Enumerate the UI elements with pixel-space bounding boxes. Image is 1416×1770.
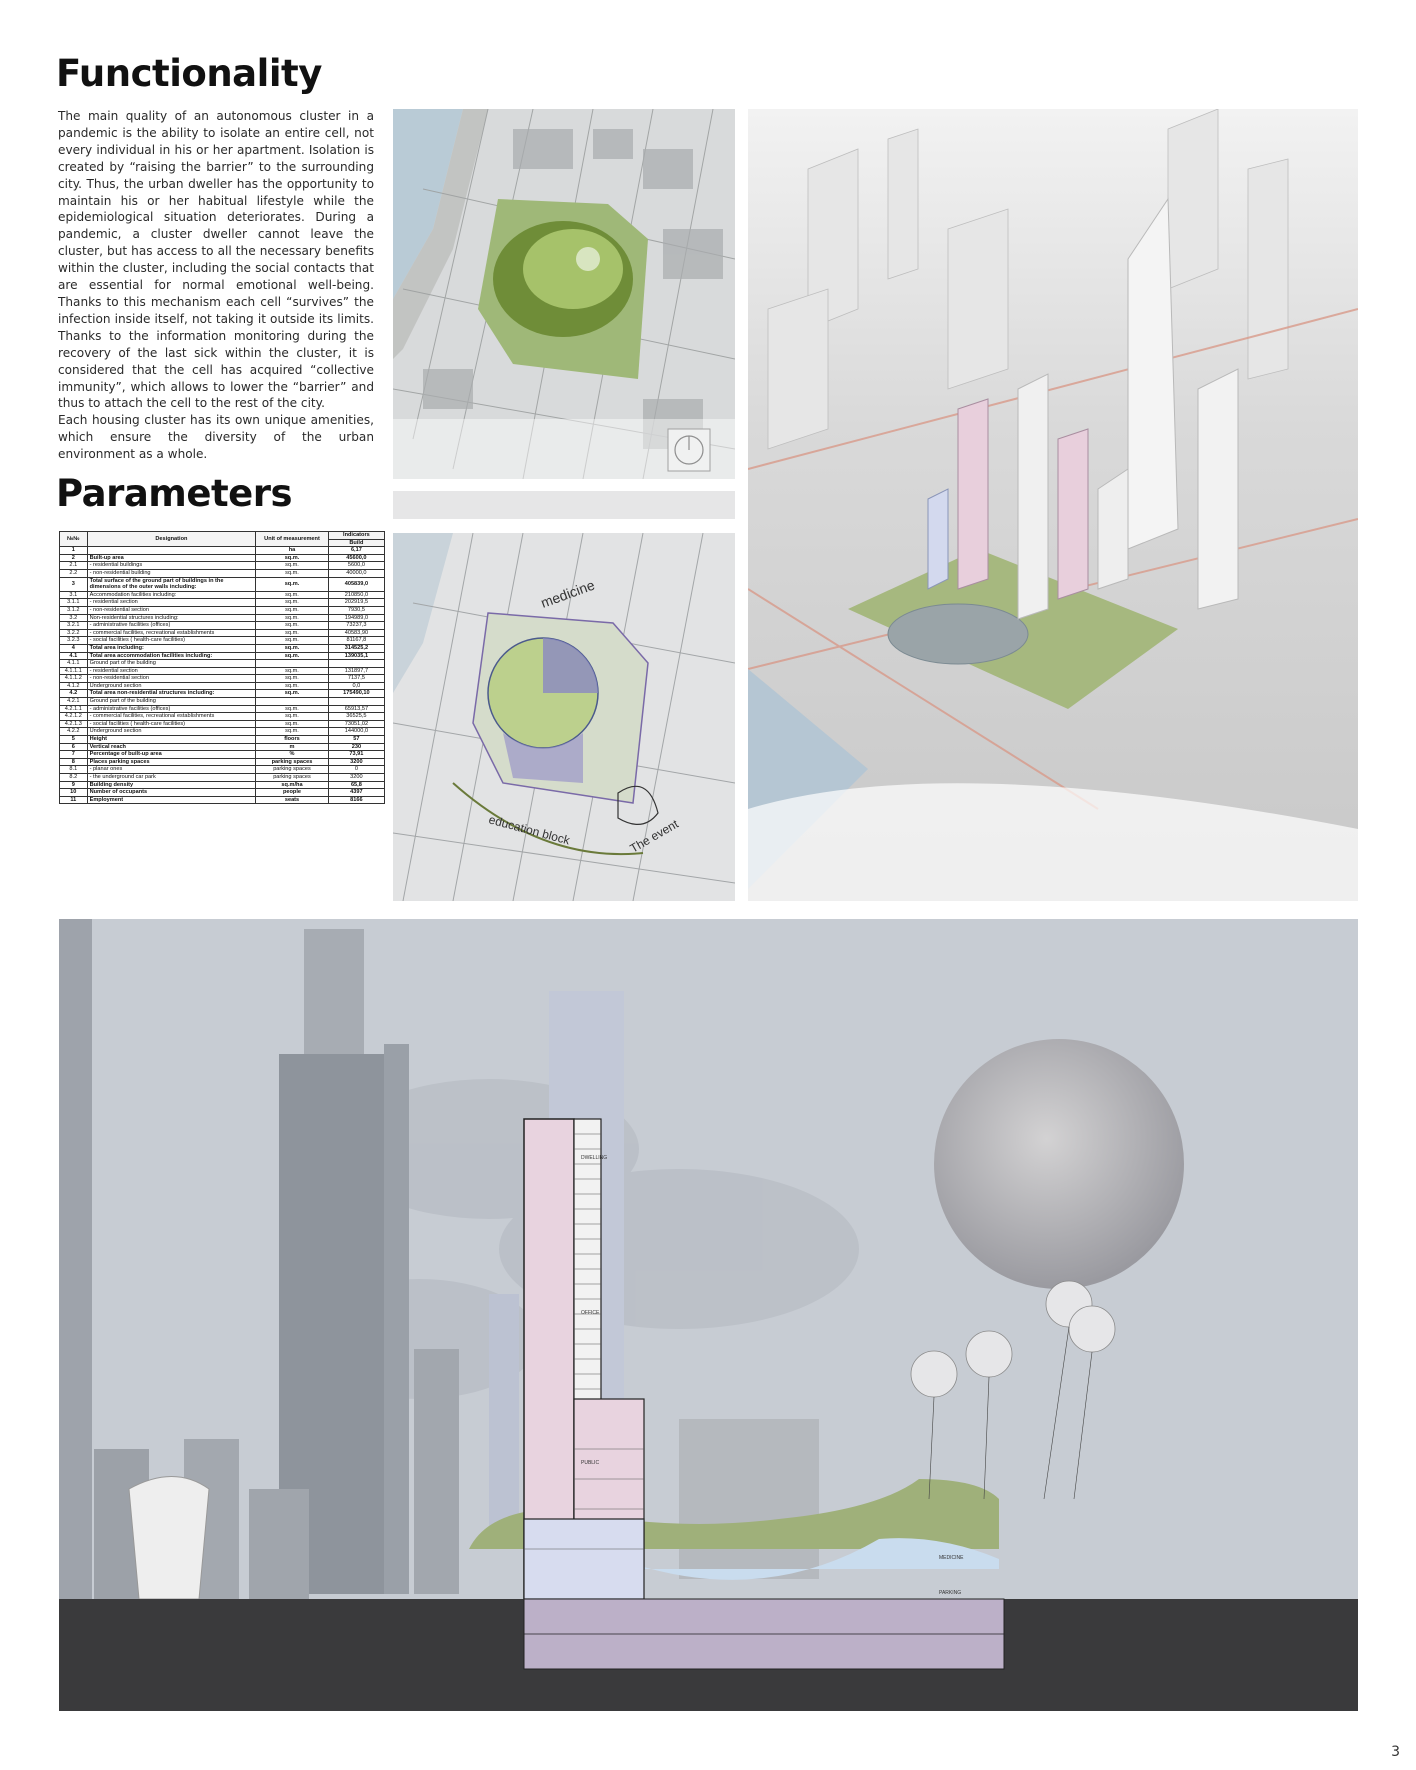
table-cell-unit: sq.m. — [256, 569, 329, 577]
table-cell-value: 230 — [328, 743, 384, 751]
table-cell-designation: - non-residential section — [87, 606, 256, 614]
table-cell-value: 65,8 — [328, 781, 384, 789]
table-cell-designation: Underground section — [87, 682, 256, 690]
table-row — [60, 599, 385, 607]
table-cell-unit: sq.m. — [256, 591, 329, 599]
table-row — [60, 554, 385, 562]
table-row — [60, 622, 385, 630]
table-cell-value: 36525,5 — [328, 713, 384, 721]
table-cell-value: 7137,5 — [328, 675, 384, 683]
table-cell-value: 57 — [328, 736, 384, 744]
table-cell-no: 8 — [60, 758, 88, 766]
table-cell-unit: seats — [256, 796, 329, 804]
table-cell-designation: - planar ones — [87, 766, 256, 774]
table-row — [60, 629, 385, 637]
table-cell-designation: - non-residential section — [87, 675, 256, 683]
table-cell-value: 7930,5 — [328, 606, 384, 614]
table-cell-value: 5600,0 — [328, 562, 384, 570]
table-row — [60, 713, 385, 721]
table-cell-unit: sq.m. — [256, 675, 329, 683]
col-header-build: Build — [328, 539, 384, 547]
sketch-plan-image — [393, 533, 735, 901]
table-cell-no: 6 — [60, 743, 88, 751]
table-row — [60, 577, 385, 591]
table-cell-no: 4.2.1.1 — [60, 705, 88, 713]
table-cell-no: 4 — [60, 644, 88, 652]
table-cell-designation: Total surface of the ground part of buildings in the dimensions of the outer walls including: — [87, 577, 256, 591]
table-cell-no: 3.1 — [60, 591, 88, 599]
col-header-indicators: Indicators — [328, 532, 384, 540]
section-label-parking: PARKING — [939, 1590, 962, 1596]
table-cell-unit: sq.m. — [256, 622, 329, 630]
table-row — [60, 637, 385, 645]
table-row — [60, 774, 385, 782]
table-cell-unit: sq.m. — [256, 690, 329, 698]
table-cell-designation: Building density — [87, 781, 256, 789]
col-header-unit: Unit of measurement — [256, 532, 329, 547]
table-cell-value: 3200 — [328, 758, 384, 766]
table-cell-no: 3.2.2 — [60, 629, 88, 637]
table-cell-designation: - residential buildings — [87, 562, 256, 570]
table-cell-unit — [256, 660, 329, 668]
table-row — [60, 660, 385, 668]
table-cell-unit: parking spaces — [256, 766, 329, 774]
table-row — [60, 644, 385, 652]
table-cell-designation: Places parking spaces — [87, 758, 256, 766]
table-cell-no: 2.2 — [60, 569, 88, 577]
table-cell-designation: Total area accommodation facilities including: — [87, 652, 256, 660]
section-label-office: OFFICE — [581, 1310, 600, 1316]
table-cell-value — [328, 698, 384, 706]
table-row — [60, 705, 385, 713]
table-cell-unit: sq.m. — [256, 720, 329, 728]
table-cell-value: 6,17 — [328, 547, 384, 555]
table-cell-no: 4.1.1 — [60, 660, 88, 668]
table-cell-value: 45600,0 — [328, 554, 384, 562]
table-cell-no: 4.1.1.1 — [60, 667, 88, 675]
table-cell-no: 1 — [60, 547, 88, 555]
table-cell-designation: - social facilities ( health-care facilities) — [87, 637, 256, 645]
table-cell-no: 9 — [60, 781, 88, 789]
table-cell-value: 210850,0 — [328, 591, 384, 599]
table-cell-value: 175490,10 — [328, 690, 384, 698]
table-cell-unit: sq.m. — [256, 606, 329, 614]
table-cell-no: 4.2.1 — [60, 698, 88, 706]
table-row — [60, 562, 385, 570]
table-cell-unit: ha — [256, 547, 329, 555]
table-cell-designation: - commercial facilities, recreational establishments — [87, 713, 256, 721]
table-cell-designation: Accommodation facilities including: — [87, 591, 256, 599]
table-row — [60, 652, 385, 660]
table-cell-unit: sq.m. — [256, 577, 329, 591]
sketch-label-event: The event — [627, 816, 681, 856]
table-cell-no: 3.1.2 — [60, 606, 88, 614]
table-cell-value: 81167,8 — [328, 637, 384, 645]
functionality-paragraph-2: Each housing cluster has its own unique amenities, which ensure the diversity of the urban environment as a whole. — [58, 413, 374, 462]
table-cell-unit: sq.m. — [256, 713, 329, 721]
table-cell-unit: m — [256, 743, 329, 751]
table-row — [60, 698, 385, 706]
table-row — [60, 690, 385, 698]
table-row — [60, 720, 385, 728]
table-cell-no: 4.1.2 — [60, 682, 88, 690]
table-cell-no: 8.1 — [60, 766, 88, 774]
table-cell-unit: parking spaces — [256, 758, 329, 766]
table-cell-designation: - the underground car park — [87, 774, 256, 782]
table-cell-no: 7 — [60, 751, 88, 759]
divider-bar — [393, 491, 735, 519]
table-cell-unit: floors — [256, 736, 329, 744]
table-cell-designation — [87, 547, 256, 555]
site-plan-image — [393, 109, 735, 479]
table-cell-no: 4.2.2 — [60, 728, 88, 736]
sketch-label-medicine: medicine — [538, 576, 597, 611]
table-cell-value: 73051,02 — [328, 720, 384, 728]
table-cell-designation: Number of occupants — [87, 789, 256, 797]
table-cell-no: 2.1 — [60, 562, 88, 570]
table-cell-no: 11 — [60, 796, 88, 804]
table-cell-unit: sq.m/ha — [256, 781, 329, 789]
table-cell-value — [328, 660, 384, 668]
table-cell-designation: Built-up area — [87, 554, 256, 562]
table-cell-no: 3.2 — [60, 614, 88, 622]
section-label-medicine: MEDICINE — [939, 1555, 964, 1561]
table-row — [60, 667, 385, 675]
functionality-paragraph-1: The main quality of an autonomous cluster in a pandemic is the ability to isolate an entire cell, not every individual in his or her apartment. Isolation is created by “raising the barrier” to the surrounding city. Thus, the urban dweller has the opportunity to maintain his or her habitual lifestyle while the epidemiological situation deteriorates. During a pandemic, a cluster dweller cannot leave the cluster, but has access to all the necessary benefits within the cluster, including the social contacts that are essential for normal emotional well-being. Thanks to this mechanism each cell “survives” the infection inside itself, not taking it outside its limits. Thanks to the information monitoring during the recovery of the last sick within the cluster, it is considered that the cell has acquired “collective immunity”, which allows to lower the “barrier” and thus to attach the cell to the rest of the city. — [58, 109, 374, 411]
table-cell-value: 73,91 — [328, 751, 384, 759]
section-label-public: PUBLIC — [581, 1460, 600, 1466]
table-cell-unit: sq.m. — [256, 637, 329, 645]
table-cell-no: 3.1.1 — [60, 599, 88, 607]
table-cell-unit: sq.m. — [256, 629, 329, 637]
table-row — [60, 781, 385, 789]
table-cell-value: 194989,0 — [328, 614, 384, 622]
parameters-table-body — [60, 547, 385, 804]
table-row — [60, 736, 385, 744]
table-cell-designation: Total area non-residential structures including: — [87, 690, 256, 698]
table-cell-value: 40000,0 — [328, 569, 384, 577]
table-cell-no: 4.1.1.2 — [60, 675, 88, 683]
table-row — [60, 789, 385, 797]
table-cell-no: 3.2.3 — [60, 637, 88, 645]
table-cell-designation: Total area including: — [87, 644, 256, 652]
table-cell-unit: sq.m. — [256, 682, 329, 690]
table-cell-unit: sq.m. — [256, 705, 329, 713]
table-cell-value: 4397 — [328, 789, 384, 797]
functionality-text — [58, 108, 374, 463]
table-cell-value: 0,0 — [328, 682, 384, 690]
table-cell-unit: % — [256, 751, 329, 759]
table-cell-value: 139035,1 — [328, 652, 384, 660]
table-cell-designation: Non-residential structures including: — [87, 614, 256, 622]
table-cell-no: 2 — [60, 554, 88, 562]
table-cell-no: 4.1 — [60, 652, 88, 660]
table-cell-designation: Ground part of the building — [87, 660, 256, 668]
table-cell-value: 144000,0 — [328, 728, 384, 736]
table-cell-unit: sq.m. — [256, 554, 329, 562]
table-cell-unit: sq.m. — [256, 562, 329, 570]
parameters-title: Parameters — [56, 472, 293, 515]
table-cell-no: 4.2.1.3 — [60, 720, 88, 728]
table-cell-value: 0 — [328, 766, 384, 774]
table-cell-designation: Vertical reach — [87, 743, 256, 751]
table-cell-value: 40583,90 — [328, 629, 384, 637]
table-cell-value: 314525,2 — [328, 644, 384, 652]
table-cell-value: 73237,3 — [328, 622, 384, 630]
table-cell-value: 405839,0 — [328, 577, 384, 591]
table-cell-unit: parking spaces — [256, 774, 329, 782]
table-cell-no: 8.2 — [60, 774, 88, 782]
sketch-label-education: education block — [487, 812, 572, 848]
table-row — [60, 591, 385, 599]
table-row — [60, 743, 385, 751]
building-section-image — [59, 919, 1358, 1711]
table-cell-designation: Employment — [87, 796, 256, 804]
table-cell-unit: sq.m. — [256, 728, 329, 736]
table-cell-no: 4.2 — [60, 690, 88, 698]
table-cell-no: 3.2.1 — [60, 622, 88, 630]
table-cell-designation: - residential section — [87, 599, 256, 607]
table-row — [60, 758, 385, 766]
table-cell-unit: sq.m. — [256, 667, 329, 675]
table-row — [60, 547, 385, 555]
table-row — [60, 682, 385, 690]
parameters-table — [59, 531, 385, 804]
table-cell-no: 5 — [60, 736, 88, 744]
functionality-title: Functionality — [56, 52, 322, 95]
table-row — [60, 569, 385, 577]
table-cell-designation: - residential section — [87, 667, 256, 675]
table-cell-designation: - administrative facilities (offices) — [87, 622, 256, 630]
col-header-no: №№ — [60, 532, 88, 547]
table-row — [60, 796, 385, 804]
table-cell-unit — [256, 698, 329, 706]
col-header-designation: Designation — [87, 532, 256, 547]
table-cell-value: 3200 — [328, 774, 384, 782]
table-cell-no: 10 — [60, 789, 88, 797]
page-number: 3 — [1391, 1744, 1400, 1760]
table-row — [60, 766, 385, 774]
table-cell-value: 131897,7 — [328, 667, 384, 675]
table-cell-designation: - administrative facilities (offices) — [87, 705, 256, 713]
table-row — [60, 606, 385, 614]
table-cell-designation: - commercial facilities, recreational establishments — [87, 629, 256, 637]
table-cell-value: 8166 — [328, 796, 384, 804]
table-cell-no: 3 — [60, 577, 88, 591]
table-cell-designation: Percentage of built-up area — [87, 751, 256, 759]
table-cell-unit: sq.m. — [256, 652, 329, 660]
table-cell-value: 202919,5 — [328, 599, 384, 607]
table-row — [60, 675, 385, 683]
table-cell-no: 4.2.1.2 — [60, 713, 88, 721]
table-cell-designation: - social facilities ( health-care facilities) — [87, 720, 256, 728]
table-cell-designation: Height — [87, 736, 256, 744]
table-cell-designation: Ground part of the building — [87, 698, 256, 706]
section-label-dwelling: DWELLING — [581, 1155, 608, 1161]
table-cell-value: 65913,57 — [328, 705, 384, 713]
table-row — [60, 751, 385, 759]
table-row — [60, 614, 385, 622]
axonometric-view-image — [748, 109, 1358, 901]
table-cell-designation: Underground section — [87, 728, 256, 736]
table-cell-designation: - non-residential building — [87, 569, 256, 577]
table-cell-unit: people — [256, 789, 329, 797]
table-row — [60, 728, 385, 736]
table-cell-unit: sq.m. — [256, 614, 329, 622]
table-cell-unit: sq.m. — [256, 599, 329, 607]
table-cell-unit: sq.m. — [256, 644, 329, 652]
